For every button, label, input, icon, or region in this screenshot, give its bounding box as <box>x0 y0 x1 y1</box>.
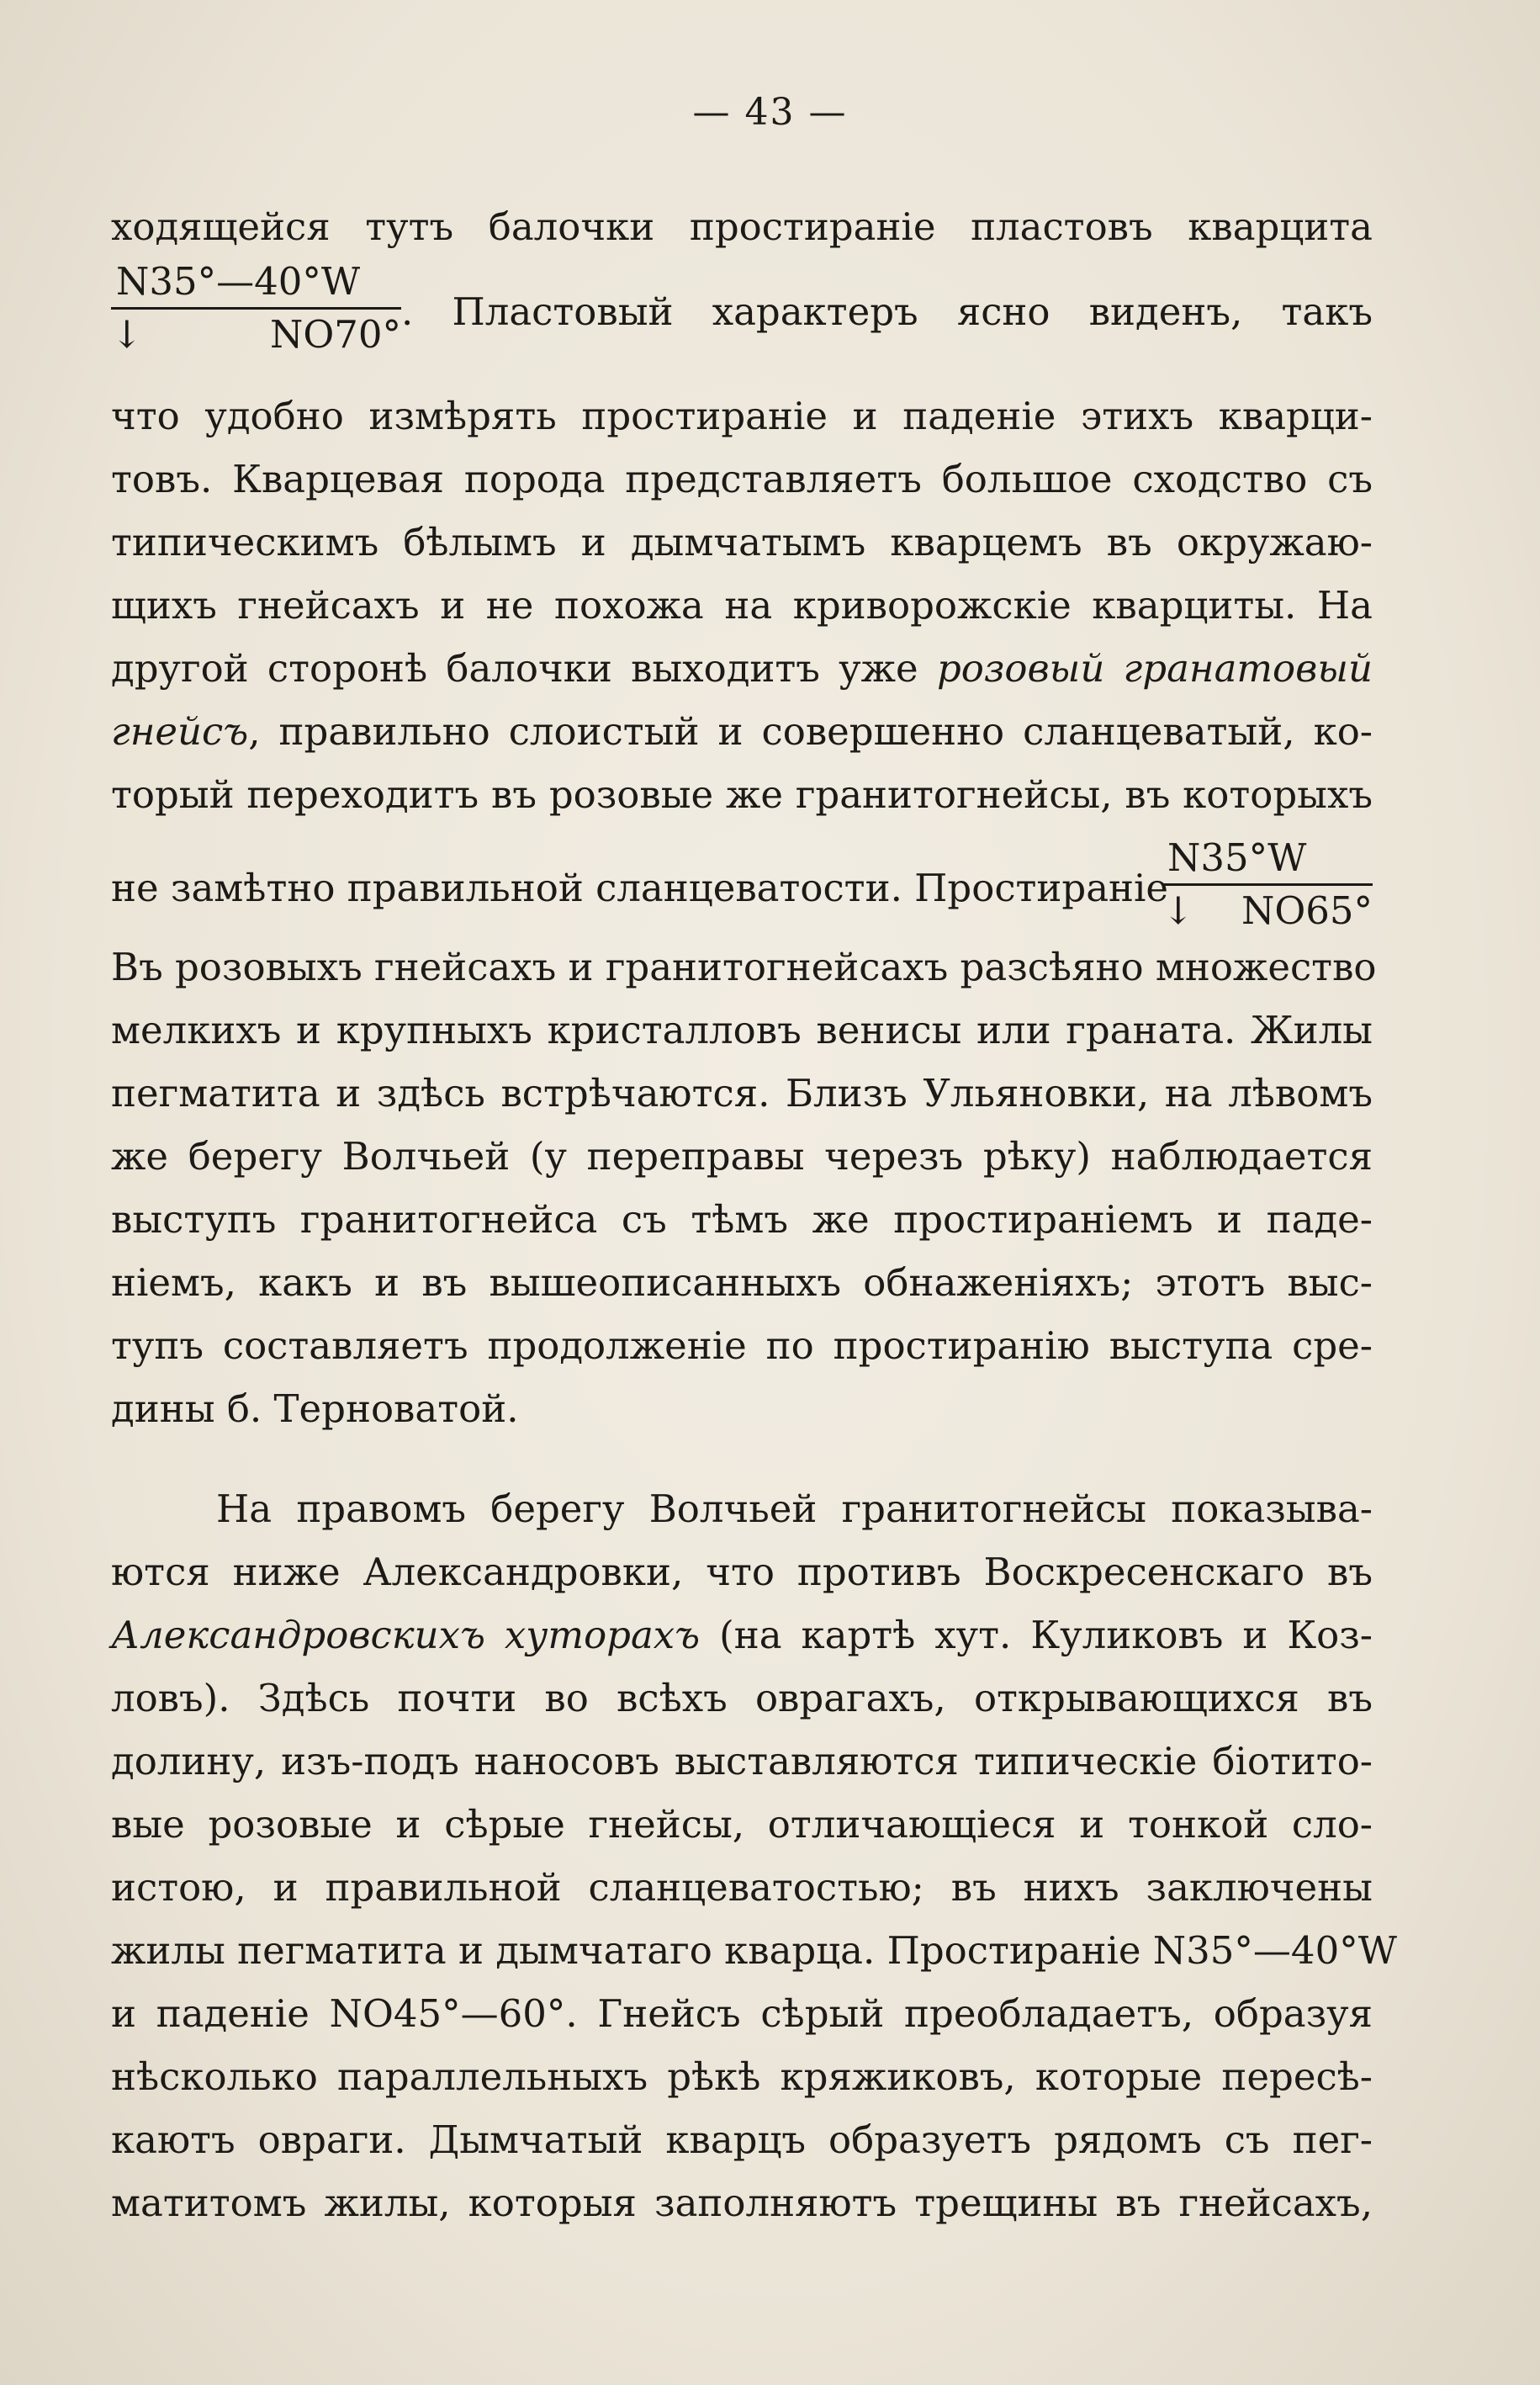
strike-dip-fraction <box>1162 836 1373 933</box>
body-text <box>111 195 1397 2234</box>
text-line: торый переходитъ въ розовые же гранитогнейсы, въ которыхъ <box>111 772 1373 817</box>
text-line: Въ розовыхъ гнейсахъ и гранитогнейсахъ разсѣяно множество <box>111 945 1377 989</box>
text-line: типическимъ бѣлымъ и дымчатымъ кварцемъ въ окружаю- <box>111 520 1373 564</box>
text-line <box>111 700 1373 763</box>
text-line: товъ. Кварцевая порода представляетъ большое сходство съ <box>111 457 1373 501</box>
text-line: мелкихъ и крупныхъ кристалловъ венисы или граната. Жилы <box>111 1008 1373 1052</box>
text-fragment: , правильно слоистый и совершенно сланцеватый, ко- <box>248 709 1373 754</box>
fraction-denominator: ↓ NO70° <box>111 312 401 357</box>
text-line: тупъ составляетъ продолженіе по простиранію выступа сре- <box>111 1323 1373 1368</box>
text-line: дины б. Терноватой. <box>111 1386 519 1431</box>
paragraph-gap <box>111 1440 1373 1477</box>
text-line: На правомъ берегу Волчьей гранитогнейсы показыва- <box>216 1487 1373 1531</box>
text-line-with-fraction <box>111 826 1373 935</box>
text-line: ходящейся тутъ балочки простираніе пластовъ кварцита <box>111 204 1373 249</box>
italic-term: Александровскихъ хуторахъ <box>111 1613 701 1657</box>
text-line: жилы пегматита и дымчатаго кварца. Простираніе N35°—40°W <box>111 1928 1397 1973</box>
text-line <box>111 1603 1373 1667</box>
text-line: вые розовые и сѣрые гнейсы, отличающіеся и тонкой сло- <box>111 1802 1373 1847</box>
page-number: — 43 — <box>692 91 848 134</box>
italic-term: гнейсъ <box>111 709 249 754</box>
text-line: ловъ). Здѣсь почти во всѣхъ оврагахъ, открывающихся въ <box>111 1676 1373 1720</box>
text-fragment: не замѣтно правильной сланцеватости. Простираніе <box>111 866 1169 910</box>
text-line: истою, и правильной сланцеватостью; въ нихъ заключены <box>111 1865 1373 1910</box>
text-line-with-fraction <box>111 258 1373 384</box>
text-fragment: . Пластовый характеръ ясно виденъ, такъ <box>401 289 1373 334</box>
text-line: ніемъ, какъ и въ вышеописанныхъ обнаженіяхъ; этотъ выс- <box>111 1260 1373 1305</box>
fraction-numerator: N35°W <box>1162 836 1373 886</box>
strike-dip-fraction <box>111 260 401 357</box>
text-line: каютъ овраги. Дымчатый кварцъ образуетъ рядомъ съ пег- <box>111 2117 1373 2162</box>
text-fragment: другой сторонѣ балочки выходитъ уже <box>111 646 918 691</box>
text-line: долину, изъ-подъ наносовъ выставляются типическіе біотито- <box>111 1739 1373 1783</box>
text-line: что удобно измѣрять простираніе и паденіе этихъ кварци- <box>111 394 1373 438</box>
text-line <box>111 637 1373 700</box>
text-line: пегматита и здѣсь встрѣчаются. Близъ Ульяновки, на лѣвомъ <box>111 1071 1373 1116</box>
text-line: же берегу Волчьей (у переправы черезъ рѣку) наблюдается <box>111 1134 1373 1179</box>
fraction-denominator: ↓ NO65° <box>1162 888 1373 933</box>
text-line: нѣсколько параллельныхъ рѣкѣ кряжиковъ, которые пересѣ- <box>111 2054 1373 2099</box>
italic-term: розовый гранатовый <box>936 646 1373 691</box>
text-line: ются ниже Александровки, что противъ Воскресенскаго въ <box>111 1550 1373 1594</box>
text-line: выступъ гранитогнейса съ тѣмъ же простираніемъ и паде- <box>111 1197 1373 1242</box>
fraction-numerator: N35°—40°W <box>111 260 401 310</box>
text-line: и паденіе NO45°—60°. Гнейсъ сѣрый преобладаетъ, образуя <box>111 1991 1373 2036</box>
text-line: матитомъ жилы, которыя заполняютъ трещины въ гнейсахъ, <box>111 2181 1373 2225</box>
text-fragment: (на картѣ хут. Куликовъ и Коз- <box>700 1613 1373 1657</box>
text-line: щихъ гнейсахъ и не похожа на криворожскіе кварциты. На <box>111 583 1373 628</box>
